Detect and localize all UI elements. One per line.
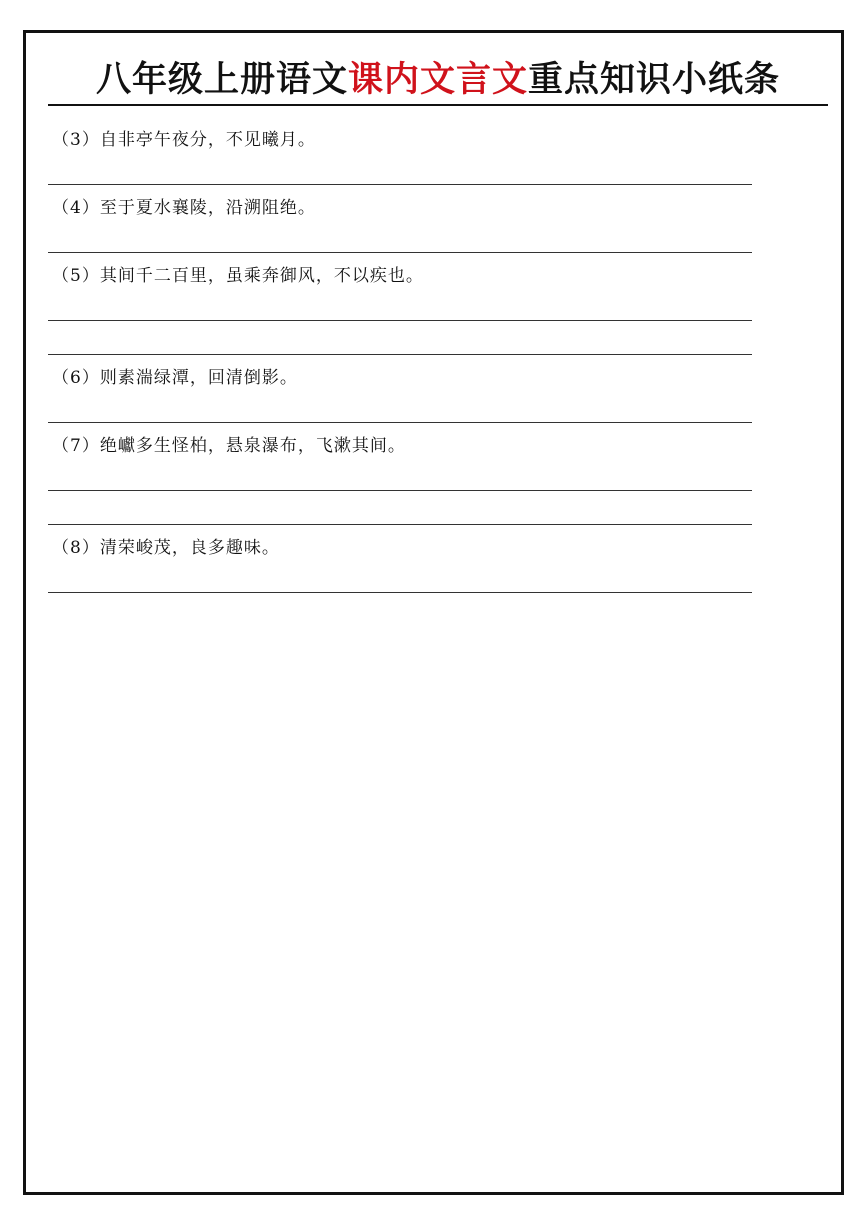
question-item-6: （6）则素湍绿潭，回清倒影。 bbox=[52, 368, 298, 388]
answer-line[interactable] bbox=[48, 490, 752, 491]
answer-line[interactable] bbox=[48, 592, 752, 593]
question-item-4: （4）至于夏水襄陵，沿溯阻绝。 bbox=[52, 198, 316, 218]
answer-line[interactable] bbox=[48, 320, 752, 321]
title-underline bbox=[48, 104, 828, 106]
answer-line[interactable] bbox=[48, 524, 752, 525]
answer-line[interactable] bbox=[48, 354, 752, 355]
title-part-2: 重点知识小纸条 bbox=[528, 60, 781, 100]
answer-line[interactable] bbox=[48, 422, 752, 423]
title-part-1: 八年级上册语文 bbox=[95, 60, 348, 100]
question-item-3: （3）自非亭午夜分，不见曦月。 bbox=[52, 130, 316, 150]
question-item-7: （7）绝巘多生怪柏，悬泉瀑布，飞漱其间。 bbox=[52, 436, 406, 456]
question-item-5: （5）其间千二百里，虽乘奔御风，不以疾也。 bbox=[52, 266, 424, 286]
answer-line[interactable] bbox=[48, 184, 752, 185]
page-title bbox=[48, 55, 828, 105]
title-highlight: 课内文言文 bbox=[347, 60, 528, 100]
answer-line[interactable] bbox=[48, 252, 752, 253]
question-item-8: （8）清荣峻茂，良多趣味。 bbox=[52, 538, 280, 558]
